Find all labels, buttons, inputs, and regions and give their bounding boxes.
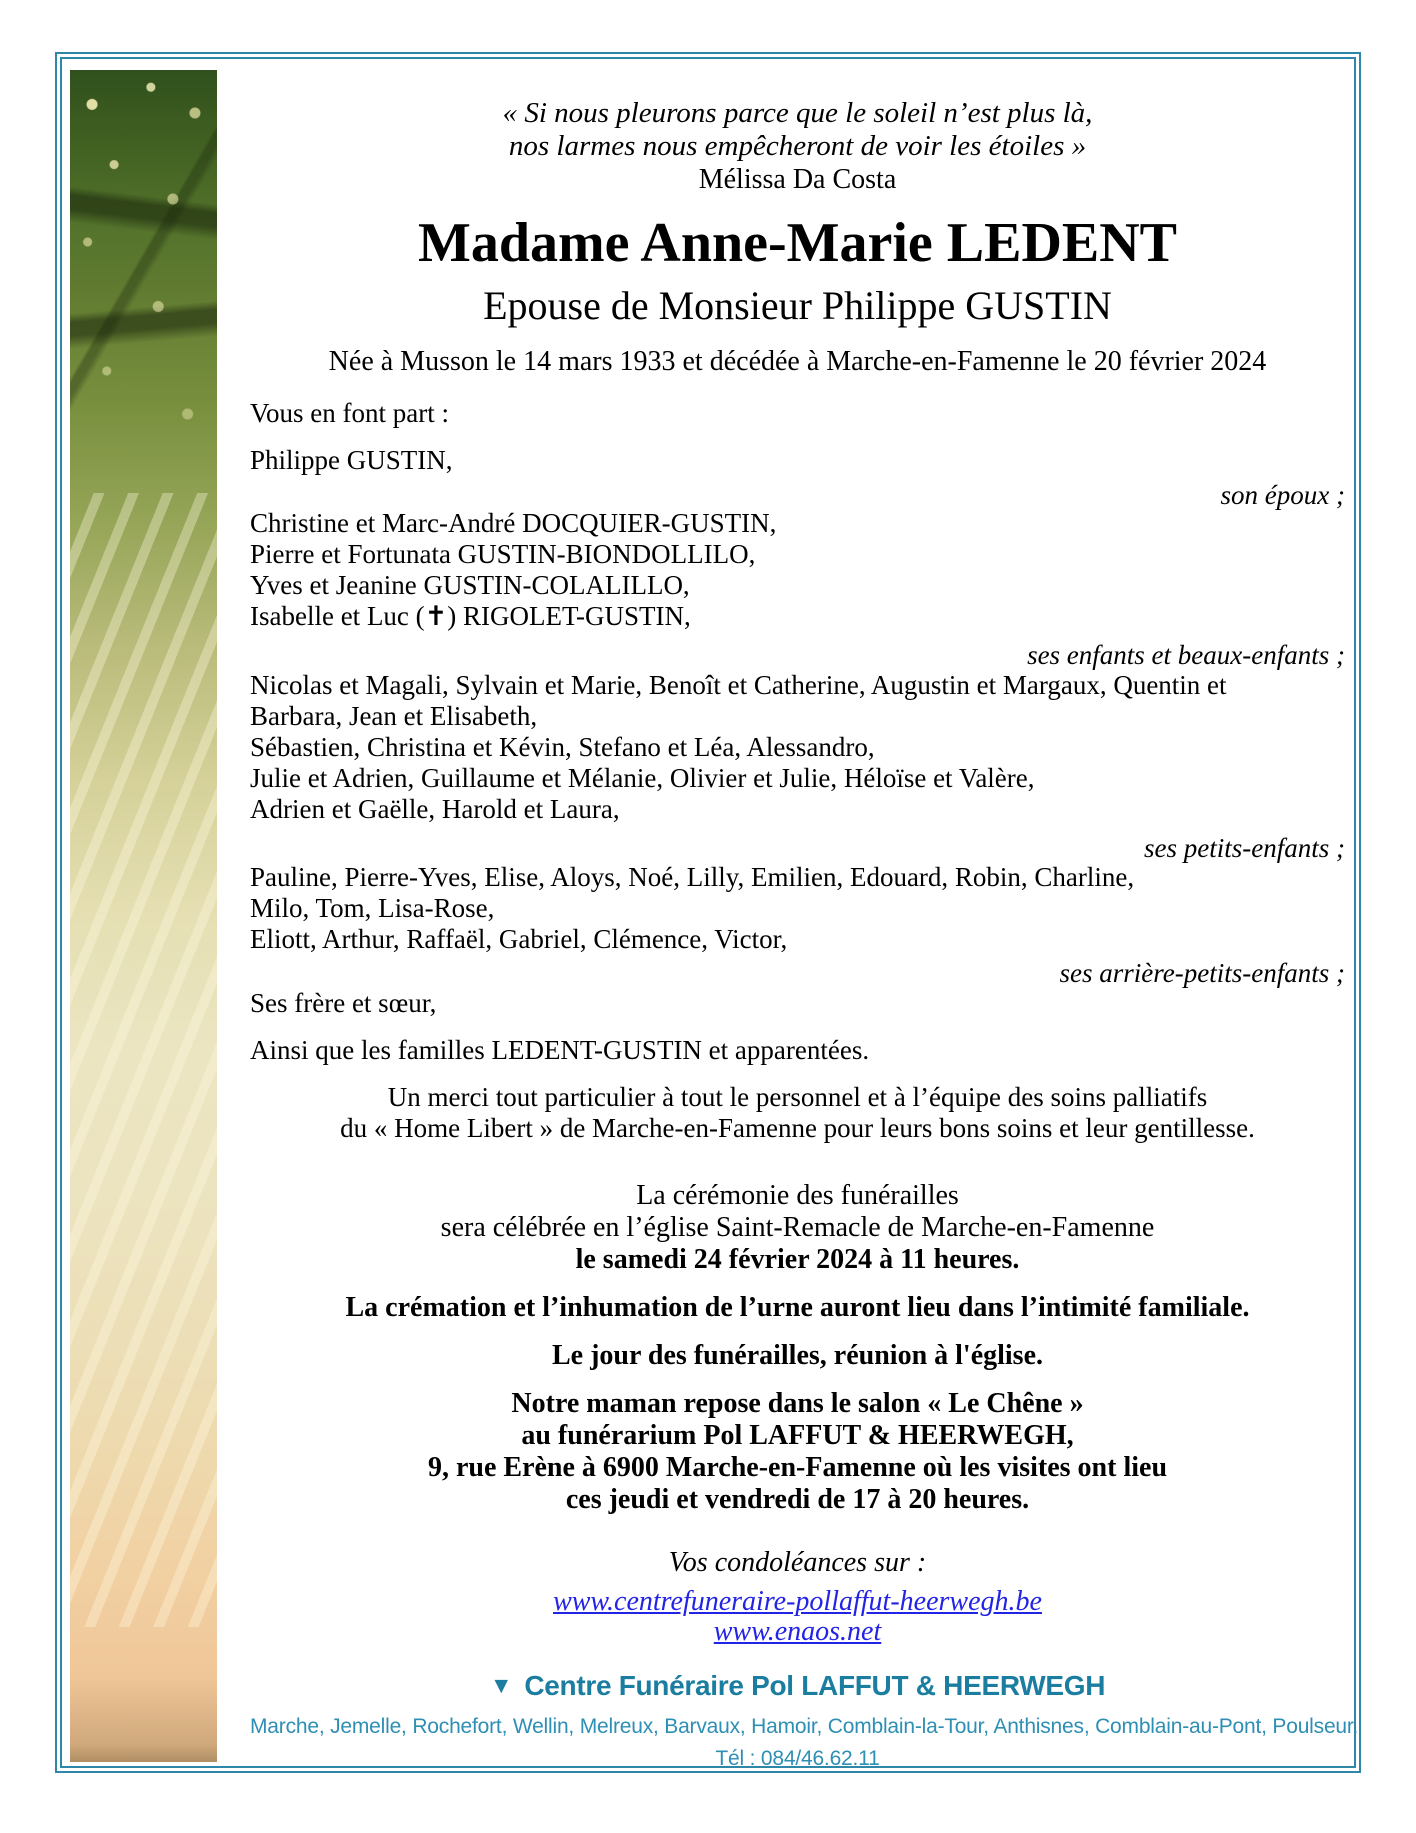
relation-label-great-grandchildren: ses arrière-petits-enfants ; xyxy=(1059,958,1345,988)
relation-label-spouse: son époux ; xyxy=(1220,480,1345,510)
relation-label-children: ses enfants et beaux-enfants ; xyxy=(1027,640,1345,670)
gathering-notice: Le jour des funérailles, réunion à l'église. xyxy=(551,1340,1044,1371)
quote-author: Mélissa Da Costa xyxy=(698,164,897,195)
ceremony-date-line: le samedi 24 février 2024 à 11 heures. xyxy=(575,1244,1020,1275)
family-line: Barbara, Jean et Elisabeth, xyxy=(250,701,538,731)
funeral-home-brand xyxy=(250,1668,1345,1703)
family-line: Yves et Jeanine GUSTIN-COLALILLO, xyxy=(250,570,690,600)
announcement-intro: Vous en font part : xyxy=(250,398,449,428)
phone-number: Tél : 084/46.62.11 xyxy=(715,1747,880,1770)
great-grandchildren-list xyxy=(250,862,1345,955)
condolences-link-funeral-home[interactable]: www.centrefuneraire-pollaffut-heerwegh.be xyxy=(553,1586,1042,1617)
family-line: Julie et Adrien, Guillaume et Mélanie, Olivier et Julie, Héloïse et Valère, xyxy=(250,763,1035,793)
page-border xyxy=(55,52,1361,1773)
quote-line-2: nos larmes nous empêcheront de voir les étoiles » xyxy=(508,130,1087,162)
obituary-content xyxy=(250,59,1359,1770)
triangle-down-icon: ▼ xyxy=(489,1672,513,1698)
condolences-label: Vos condoléances sur : xyxy=(668,1547,927,1578)
family-line: Eliott, Arthur, Raffaël, Gabriel, Clémence, Victor, xyxy=(250,924,788,954)
spouse-name: Philippe GUSTIN, xyxy=(250,445,453,475)
family-line: Isabelle et Luc (✝) RIGOLET-GUSTIN, xyxy=(250,601,691,631)
families-line: Ainsi que les familles LEDENT-GUSTIN et apparentées. xyxy=(250,1035,870,1065)
siblings-line: Ses frère et sœur, xyxy=(250,988,437,1018)
ceremony-line: La cérémonie des funérailles xyxy=(636,1180,959,1211)
deceased-name: Madame Anne-Marie LEDENT xyxy=(417,212,1178,274)
family-line: Adrien et Gaëlle, Harold et Laura, xyxy=(250,794,620,824)
repose-line: 9, rue Erène à 6900 Marche-en-Famenne où les visites ont lieu xyxy=(427,1452,1168,1483)
family-line: Nicolas et Magali, Sylvain et Marie, Benoît et Catherine, Augustin et Margaux, Quentin et xyxy=(250,670,1227,700)
thanks-paragraph xyxy=(250,1082,1345,1144)
family-line: Sébastien, Christina et Kévin, Stefano et Léa, Alessandro, xyxy=(250,732,875,762)
forest-path-photo xyxy=(70,70,217,1762)
children-list xyxy=(250,508,1345,632)
grandchildren-list xyxy=(250,670,1345,825)
family-line: Milo, Tom, Lisa-Rose, xyxy=(250,893,495,923)
quote-line-1: « Si nous pleurons parce que le soleil n’est plus là, xyxy=(502,97,1093,129)
family-line: Pierre et Fortunata GUSTIN-BIONDOLLILO, xyxy=(250,539,756,569)
cremation-notice: La crémation et l’inhumation de l’urne auront lieu dans l’intimité familiale. xyxy=(345,1292,1250,1323)
deceased-spouse-subtitle: Epouse de Monsieur Philippe GUSTIN xyxy=(483,283,1112,328)
repose-line: au funérarium Pol LAFFUT & HEERWEGH, xyxy=(521,1420,1074,1451)
repose-paragraph xyxy=(250,1388,1345,1516)
repose-line: ces jeudi et vendredi de 17 à 20 heures. xyxy=(565,1484,1030,1515)
branch-towns: Marche, Jemelle, Rochefort, Wellin, Melreux, Barvaux, Hamoir, Comblain-la-Tour, Anthisnes, Comblain-au-Pont, Poulseur. xyxy=(250,1715,1359,1738)
family-line: Christine et Marc-André DOCQUIER-GUSTIN, xyxy=(250,508,777,538)
thanks-line: du « Home Libert » de Marche-en-Famenne pour leurs bons soins et leur gentillesse. xyxy=(340,1113,1255,1143)
family-line: Pauline, Pierre-Yves, Elise, Aloys, Noé, Lilly, Emilien, Edouard, Robin, Charline, xyxy=(250,862,1135,892)
thanks-line: Un merci tout particulier à tout le personnel et à l’équipe des soins palliatifs xyxy=(387,1082,1208,1112)
page-border-inner xyxy=(60,57,1359,1770)
ceremony-line: sera célébrée en l’église Saint-Remacle de Marche-en-Famenne xyxy=(440,1212,1155,1243)
condolences-link-enaos[interactable]: www.enaos.net xyxy=(713,1616,882,1647)
brand-name: Centre Funéraire Pol LAFFUT & HEERWEGH xyxy=(524,1670,1106,1701)
relation-label-grandchildren: ses petits-enfants ; xyxy=(1144,833,1345,863)
ceremony-paragraph xyxy=(250,1180,1345,1276)
repose-line: Notre maman repose dans le salon « Le Chêne » xyxy=(511,1388,1084,1419)
life-dates: Née à Musson le 14 mars 1933 et décédée à Marche-en-Famenne le 20 février 2024 xyxy=(328,346,1267,377)
